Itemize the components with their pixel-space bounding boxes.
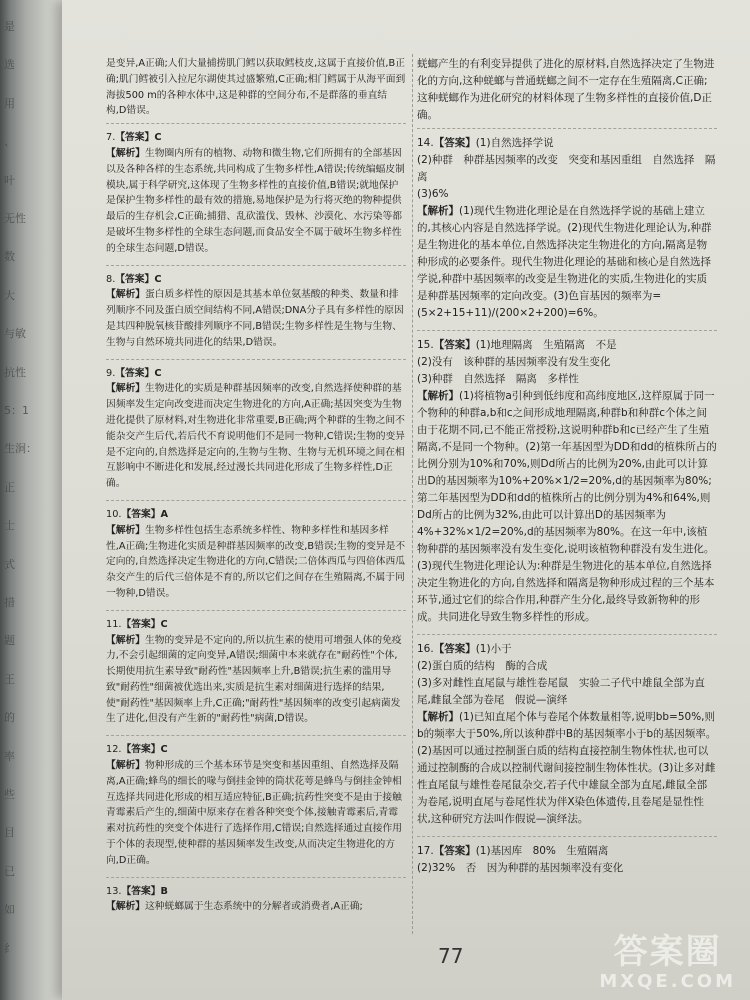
analysis-tag: 【解析】 [417,205,459,217]
answer-page [62,0,750,1000]
q-analysis: 生物进化的实质是种群基因频率的改变,自然选择使种群的基因频率发生定向改变进而决定生物进化的方向,A正确;基因突变为生物进化提供了原材料,对生物进化非常重要,B正确;两个种群的生物之间不能杂交产生后代,若后代不育说明他们不是同一物种,C错误;生物的变异是不定向的,自然选择是定向的,生物与生物、生物与无机环境之间在相互影响中不断进化和发展,经过漫长共同进化形成了生物多样性,D正确。 [106,383,406,490]
separator [106,265,406,266]
edge-fragment: 大 [4,288,15,302]
question-9 [106,366,406,492]
answer-tag: 【答案】 [115,132,155,144]
question-14 [417,135,717,322]
q-number: 17. [417,845,434,857]
question-16 [417,641,717,828]
left-intro: 是变异,A正确;人们大量捕捞肌门鳕以获取鳕枝皮,这属于直接价值,B正确;肌门鳕被引入拉尼尔湖使其过盛繁殖,C正确;相门鳕属于从海平面到海拔500 m的各种水体中,这是种群的空间分布,不是群落的垂直结构,D错误。 [106,58,406,117]
q-number: 16. [417,643,434,655]
edge-fragment: 率 [4,749,15,763]
q-answer-line: (3)6% [417,188,449,200]
q-analysis: 生物的变异是不定向的,所以抗生素的使用可增强人体的免疫力,不会引起细菌的定向变异,A错误;细菌中本来就存在"耐药性"个体,长期使用抗生素导致"耐药性"基因频率上升,B错误;抗生素的滥用导致"耐药性"细菌被优选出来,实质是抗生素对细菌进行选择的结果,使"耐药性"基因频率上升,C正确;"耐药性"基因频率的改变引起病菌发生了进化,但没有产生新的"耐药性"病菌,D错误。 [106,634,402,725]
q-number: 10. [106,508,122,520]
q-answer: C [160,618,168,630]
q-answer-line: (2)种群 种群基因频率的改变 突变和基因重组 自然选择 隔离 [417,154,716,183]
edge-fragment: 纟 [4,941,15,955]
separator [106,877,406,878]
q-analysis: 这种蜣螂属于生态系统中的分解者或消费者,A正确; [145,901,363,913]
edge-fragment: 抗性 [4,365,26,379]
q-answer-line: (2)蛋白质的结构 酶的合成 [417,660,548,672]
separator [106,735,406,736]
q-answer-line: (3)种群 自然选择 隔离 多样性 [417,373,579,385]
analysis-tag: 【解析】 [106,634,145,646]
answer-tag: 【答案】 [121,508,161,520]
q-answer-line: (2)32% 否 因为种群的基因频率没有变化 [417,862,624,874]
q-analysis: 生物多样性包括生态系统多样性、物种多样性和基因多样性,A正确;生物进化实质是种群基因频率的改变,B错误;生物的变异是不定向的,自然选择决定生物进化的方向,C错误;二倍体西瓜与四倍体西瓜杂交产生的后代三倍体是不育的,所以它们之间存在生殖隔离,不属于同一物种,D错误。 [106,524,406,599]
edge-fragment: 式 [4,557,15,571]
separator [417,330,717,331]
q-number: 15. [417,339,434,351]
q-analysis: 物种形成的三个基本环节是突变和基因重组、自然选择及隔离,A正确;蜂鸟的细长的喙与倒挂金钟的筒状花萼是蜂鸟与倒挂金钟相互选择共同进化形成的相互适应特征,B正确;抗药性突变不是由于接触青霉素后产生的,细菌中原来存在着各种突变个体,接触青霉素后,青霉素对抗药性的突变个体进行了选择作用,C错误;自然选择通过直接作用于个体的表现型,使种群的基因频率发生改变,从而决定生物进化的方向,D正确。 [106,760,402,866]
edge-fragment: 是 [4,20,15,33]
separator [417,634,717,635]
q-analysis: 蛋白质多样性的原因是其基本单位氨基酸的种类、数量和排列顺序不同及蛋白质空间结构不同,A错误;DNA分子具有多样性的原因是其四种脱氧核苷酸排列顺序不同,B错误;生物多样性是生物与生物、生物与自然环境共同进化的结果,D错误。 [106,289,404,348]
analysis-tag: 【解析】 [417,711,459,723]
edge-fragment: 已 [4,864,15,878]
edge-fragment: 与敏 [4,327,26,341]
analysis-tag: 【解析】 [106,147,145,159]
answer-tag: 【答案】 [121,618,161,630]
edge-fragment: 5：1 [4,404,29,417]
right-intro: 蜣螂产生的有利变异提供了进化的原材料,自然选择决定了生物进化的方向,这种蜣螂与普通蜣螂之间不一定存在生殖隔离,C正确;这种蜣螂作为进化研究的材料体现了生物多样性的直接价值,D正确。 [417,58,715,121]
edge-fragment: 题 [4,634,15,648]
watermark-url: MXQE.COM [599,971,736,992]
question-8 [106,272,406,351]
analysis-tag: 【解析】 [106,383,145,395]
edge-fragment: 士 [4,519,15,533]
q-answer: (1)地理隔离 生殖隔离 不是 [475,339,617,351]
edge-fragment: 措 [4,596,15,609]
answer-tag: 【答案】 [433,845,476,857]
separator [106,359,406,360]
right-column [417,56,717,885]
edge-fragment: 目 [4,826,15,840]
page-number: 77 [438,944,464,968]
question-10 [106,507,406,602]
analysis-tag: 【解析】 [106,901,145,913]
watermark-logo [599,933,736,992]
edge-fragment: 选 [4,58,15,72]
analysis-tag: 【解析】 [417,390,459,402]
answer-tag: 【答案】 [115,273,155,285]
column-divider [412,54,413,934]
q-analysis: (1)将植物a引种到低纬度和高纬度地区,这样原属于同一个物种的种群a,b和c之间形成地理隔离,种群b和种群c个体之间由于花期不同,已不能正常授粉,这说明种群b和c已经产生了生殖隔离,不是同一个物种。(2)第一年基因型为DD和dd的植株所占的比例分别为10%和70%,则Dd所占的比例为20%,由此可以计算出D的基因频率为10%+20%×1/2=20%,d的基因频率为80%;第二年基因型为DD和dd的植株所占的比例分别为4%和64%,则Dd所占的比例为32%,由此可以计算出D的基因频率为4%+32%×1/2=20%,d的基因频率为80%。在这一年中,该植物种群的基因频率没有发生变化,说明该植物种群没有发生进化。(3)现代生物进化理论认为:种群是生物进化的基本单位,自然选择决定生物进化的方向,自然选择和隔离是物种形成过程的三个基本环节,通过它们的综合作用,种群产生分化,最终导致新物种的形成。共同进化导致生物多样性的形成。 [417,390,717,623]
q-answer: (1)自然选择学说 [475,137,554,149]
separator [106,610,406,611]
answer-tag: 【答案】 [433,339,476,351]
separator [417,128,717,129]
edge-fragment: 的 [4,711,15,725]
answer-tag: 【答案】 [433,643,476,655]
q-answer: (1)基因库 80% 生殖隔离 [475,845,609,857]
edge-fragment: 无性 [4,212,26,225]
watermark-title: 答案圈 [613,932,722,972]
analysis-tag: 【解析】 [106,760,145,772]
question-15 [417,337,717,626]
q-number: 14. [417,137,434,149]
q-number: 8. [106,273,116,285]
separator [417,836,717,837]
q-answer: (1)小于 [475,643,512,655]
q-number: 12. [106,744,122,756]
q-answer-line: (2)没有 该种群的基因频率没有发生变化 [417,356,611,368]
edge-fragment: 些 [4,788,15,801]
separator [106,500,406,501]
q-number: 11. [106,618,122,630]
question-11 [106,617,406,728]
edge-fragment: 、 [4,135,15,149]
edge-fragment: 用 [4,96,15,110]
q-answer: A [160,508,169,520]
question-12 [106,742,406,868]
question-17 [417,843,717,877]
answer-tag: 【答案】 [115,367,155,379]
q-answer: C [154,132,162,144]
separator [106,123,406,124]
analysis-tag: 【解析】 [106,524,145,536]
q-analysis: (1)现代生物进化理论是在自然选择学说的基础上建立的,其核心内容是自然选择学说。(2)现代生物进化理论认为,种群是生物进化的基本单位,自然选择决定生物进化的方向,隔离是物种形成的必要条件。现代生物进化理论的基础和核心是自然选择学说,种群中基因频率的改变是生物进化的实质,生物进化的实质是种群基因频率的定向改变。(3)色盲基因的频率为=(5×2+15+11)/(200×2+200)=6%。 [417,205,712,319]
edge-fragment: 数 [4,250,15,264]
answer-tag: 【答案】 [433,137,476,149]
edge-fragment: 如 [4,903,15,917]
q-number: 7. [106,132,116,144]
q-analysis: (1)已知直尾个体与卷尾个体数量相等,说明bb=50%,则b的频率大于50%,所以该种群中B的基因频率小于b的基因频率。(2)基因可以通过控制蛋白质的结构直接控制生物体性状,也可以通过控制酶的合成以控制代谢间接控制生物体性状。(3)让多对雌性直尾鼠与雄性卷尾鼠杂交,若子代中雄鼠全部为直尾,雌鼠全部为卷尾,说明直尾与卷尾性状为伴X染色体遗传,且卷尾是显性性状,这种研究方法叫作假说—演绎法。 [417,711,717,825]
q-number: 13. [106,885,122,897]
q-number: 9. [106,367,116,379]
edge-fragment: 正 [4,480,15,494]
answer-tag: 【答案】 [121,744,161,756]
question-7 [106,130,406,256]
analysis-tag: 【解析】 [106,289,145,301]
edge-fragment: 叶 [4,173,15,187]
q-answer: B [160,885,168,897]
edge-fragment: 王 [4,672,15,686]
previous-page-edge [0,0,60,1000]
edge-fragment: 生涧： [4,442,37,456]
q-answer: C [154,367,162,379]
question-13 [106,884,406,916]
q-answer: C [160,744,168,756]
q-answer-line: (3)多对雌性直尾鼠与雄性卷尾鼠 实验二子代中雄鼠全部为直尾,雌鼠全部为卷尾 假说—演绎 [417,677,705,706]
left-column [106,56,406,923]
q-answer: C [154,273,162,285]
answer-tag: 【答案】 [121,885,161,897]
q-analysis: 生物圈内所有的植物、动物和微生物,它们所拥有的全部基因以及各种各样的生态系统,共同构成了生物多样性,A错误;传统编蝠皮制模块,属于科学研究,这体现了生物多样性的直接价值,B错误;就地保护是保护生物多样性的最有效的措施,易地保护是为行将灭绝的物种提供最后的生存机会,C正确;捕猎、乱砍滥伐、毁林、沙漠化、水污染等都是破坏生物多样性的全球生态问题,而食品安全不属于破坏生物多样性的全球生态问题,D错误。 [106,147,405,254]
